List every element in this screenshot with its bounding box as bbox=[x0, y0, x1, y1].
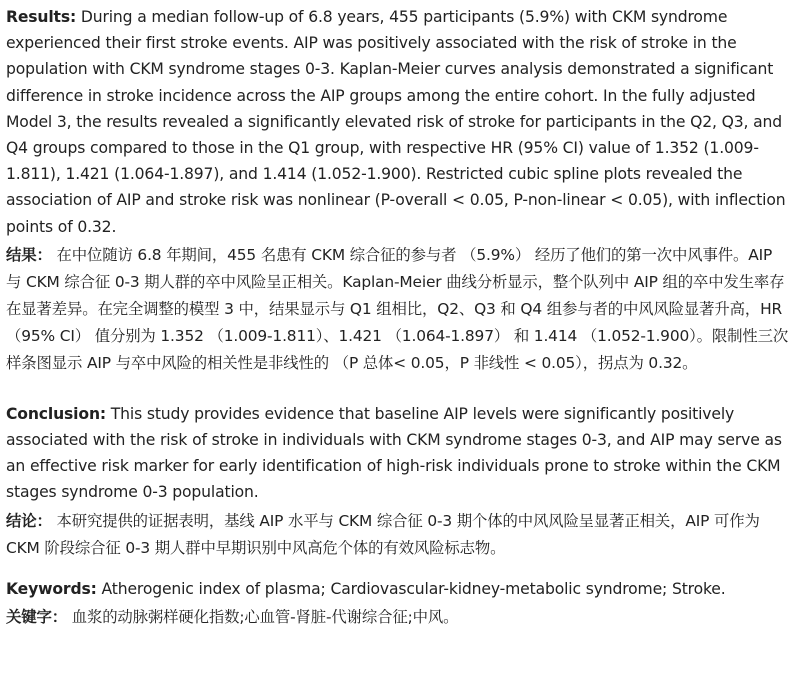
keywords-zh-text: 血浆的动脉粥样硬化指数;心血管-肾脏-代谢综合征;中风。 bbox=[66, 607, 459, 626]
results-paragraph bbox=[6, 4, 790, 240]
conclusion-zh-paragraph bbox=[6, 508, 790, 562]
keywords-zh-label: 关键字： bbox=[6, 607, 67, 626]
conclusion-label: Conclusion: bbox=[6, 404, 106, 423]
conclusion-paragraph bbox=[6, 401, 790, 506]
keywords-zh-paragraph bbox=[6, 604, 790, 631]
results-zh-paragraph bbox=[6, 242, 790, 377]
results-zh-text: 在中位随访 6.8 年期间，455 名患有 CKM 综合征的参与者 （5.9%） 经历了他们的第一次中风事件。AIP 与 CKM 综合征 0-3 期人群的卒中风险呈正相关。Kaplan-Meier 曲线分析显示，整个队列中 AIP 组的卒中发生率存在显著差异。在完全调整的模型 3 中，结果显示与 Q1 组相比，Q2、Q3 和 Q4 组参与者的中风风险显著升高，HR （95% CI） 值分别为 1.352 （1.009-1.811）、1.421 （1.064-1.897） 和 1.414 （1.052-1.900）。限制性三次样条图显示 AIP 与卒中风险的相关性是非线性的 （P 总体< 0.05，P 非线性 < 0.05），拐点为 0.32。 bbox=[6, 245, 789, 372]
results-zh-label: 结果： bbox=[6, 245, 52, 264]
keywords-text: Atherogenic index of plasma; Cardiovascular-kidney-metabolic syndrome; Stroke. bbox=[96, 579, 726, 598]
conclusion-zh-text: 本研究提供的证据表明，基线 AIP 水平与 CKM 综合征 0-3 期个体的中风风险呈显著正相关，AIP 可作为 CKM 阶段综合征 0-3 期人群中早期识别中风高危个体的有效风险标志物。 bbox=[6, 511, 760, 557]
results-label: Results: bbox=[6, 8, 77, 26]
keywords-paragraph bbox=[6, 576, 790, 602]
conclusion-zh-label: 结论： bbox=[6, 511, 52, 530]
keywords-label: Keywords: bbox=[6, 579, 97, 598]
results-text: During a median follow-up of 6.8 years, 455 participants (5.9%) with CKM syndrome experienced their first stroke events. AIP was positively associated with the risk of stroke in the population with CKM syndrome stages 0-3. Kaplan-Meier curves analysis demonstrated a significant difference in stroke incidence across the AIP groups among the entire cohort. In the fully adjusted Model 3, the results revealed a significantly elevated risk of stroke for participants in the Q2, Q3, and Q4 groups compared to those in the Q1 group, with respective HR (95% CI) value of 1.352 (1.009-1.811), 1.421 (1.064-1.897), and 1.414 (1.052-1.900). Restricted cubic spline plots revealed the association of AIP and stroke risk was nonlinear (P-overall < 0.05, P-non-linear < 0.05), with inflection points of 0.32. bbox=[6, 8, 786, 236]
conclusion-text: This study provides evidence that baseline AIP levels were significantly positively associated with the risk of stroke in individuals with CKM syndrome stages 0-3, and AIP may serve as an effective risk marker for early identification of high-risk individuals prone to stroke within the CKM stages syndrome 0-3 population. bbox=[6, 404, 782, 502]
